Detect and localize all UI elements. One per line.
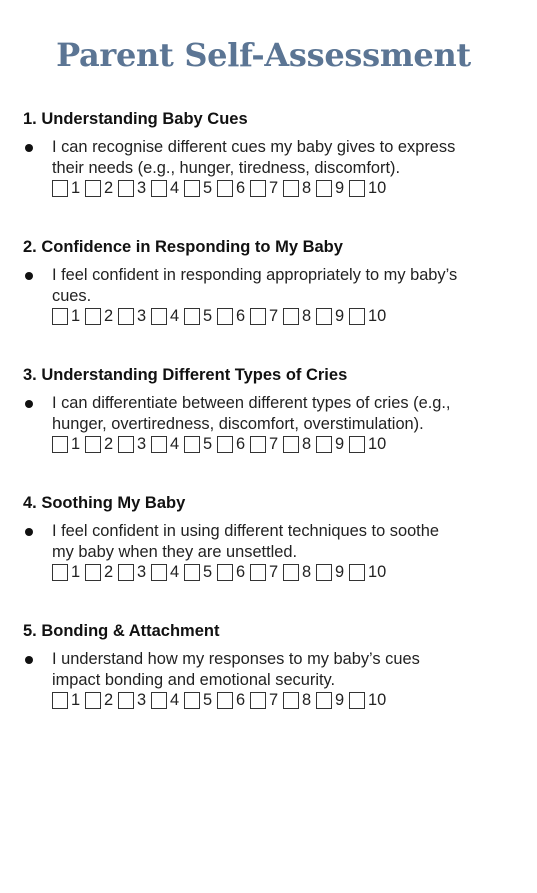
scale-number: 3	[137, 435, 147, 453]
scale-option-3[interactable]	[118, 435, 151, 454]
scale-option-7[interactable]	[250, 179, 283, 198]
scale-option-10[interactable]	[349, 307, 388, 326]
scale-number: 2	[104, 179, 114, 197]
scale-number: 7	[269, 691, 279, 709]
scale-option-6[interactable]	[217, 691, 250, 710]
scale-number: 4	[170, 691, 180, 709]
scale-number: 3	[137, 563, 147, 581]
scale-number: 1	[71, 691, 81, 709]
scale-option-10[interactable]	[349, 691, 388, 710]
scale-number: 10	[368, 691, 387, 709]
rating-checkbox[interactable]	[217, 180, 233, 197]
statement-line: I feel confident in using different techniques to soothe	[52, 522, 439, 540]
rating-checkbox[interactable]	[151, 564, 167, 581]
scale-option-6[interactable]	[217, 307, 250, 326]
scale-option-3[interactable]	[118, 563, 151, 582]
scale-number: 7	[269, 179, 279, 197]
scale-number: 9	[335, 179, 345, 197]
scale-option-5[interactable]	[184, 179, 217, 198]
scale-number: 4	[170, 435, 180, 453]
statement-line: I feel confident in responding appropriately to my baby’s	[52, 266, 458, 284]
rating-checkbox[interactable]	[217, 308, 233, 325]
scale-number: 2	[104, 563, 114, 581]
scale-option-3[interactable]	[118, 307, 151, 326]
page-title: Parent Self-Assessment	[56, 36, 471, 74]
rating-checkbox[interactable]	[250, 308, 266, 325]
scale-option-4[interactable]	[151, 563, 184, 582]
scale-number: 4	[170, 307, 180, 325]
scale-number: 6	[236, 435, 246, 453]
rating-checkbox[interactable]	[283, 308, 299, 325]
rating-checkbox[interactable]	[283, 564, 299, 581]
scale-option-1[interactable]	[52, 691, 85, 710]
bullet-icon	[25, 272, 33, 280]
scale-option-2[interactable]	[85, 179, 118, 198]
scale-option-10[interactable]	[349, 563, 388, 582]
scale-option-6[interactable]	[217, 563, 250, 582]
scale-option-7[interactable]	[250, 435, 283, 454]
statement-text	[52, 649, 518, 690]
scale-option-2[interactable]	[85, 563, 118, 582]
scale-number: 9	[335, 307, 345, 325]
scale-option-8[interactable]	[283, 307, 316, 326]
scale-number: 2	[104, 691, 114, 709]
rating-scale	[52, 690, 518, 711]
rating-checkbox[interactable]	[151, 180, 167, 197]
rating-checkbox[interactable]	[85, 692, 101, 709]
scale-number: 1	[71, 563, 81, 581]
assessment-item	[23, 521, 518, 583]
scale-option-3[interactable]	[118, 691, 151, 710]
scale-option-7[interactable]	[250, 307, 283, 326]
rating-checkbox[interactable]	[316, 180, 332, 197]
scale-option-9[interactable]	[316, 307, 349, 326]
scale-option-1[interactable]	[52, 435, 85, 454]
bullet-icon	[25, 144, 33, 152]
rating-checkbox[interactable]	[316, 564, 332, 581]
scale-number: 10	[368, 435, 387, 453]
section-soothing-baby	[23, 493, 518, 583]
scale-number: 4	[170, 179, 180, 197]
rating-checkbox[interactable]	[316, 308, 332, 325]
scale-option-4[interactable]	[151, 435, 184, 454]
rating-checkbox[interactable]	[283, 436, 299, 453]
assessment-item	[23, 649, 518, 711]
rating-checkbox[interactable]	[52, 180, 68, 197]
scale-number: 4	[170, 563, 180, 581]
scale-number: 5	[203, 563, 213, 581]
rating-checkbox[interactable]	[85, 436, 101, 453]
statement-text	[52, 393, 518, 434]
rating-scale	[52, 306, 518, 327]
rating-checkbox[interactable]	[52, 308, 68, 325]
scale-number: 2	[104, 435, 114, 453]
scale-number: 9	[335, 435, 345, 453]
scale-option-5[interactable]	[184, 435, 217, 454]
scale-number: 8	[302, 307, 312, 325]
statement-text	[52, 265, 518, 306]
scale-option-6[interactable]	[217, 435, 250, 454]
statement-text	[52, 521, 518, 562]
rating-checkbox[interactable]	[250, 692, 266, 709]
rating-checkbox[interactable]	[85, 308, 101, 325]
rating-checkbox[interactable]	[349, 436, 365, 453]
rating-checkbox[interactable]	[283, 692, 299, 709]
scale-option-9[interactable]	[316, 563, 349, 582]
scale-number: 1	[71, 179, 81, 197]
statement-line: I can recognise different cues my baby gives to express	[52, 138, 456, 156]
rating-checkbox[interactable]	[151, 692, 167, 709]
scale-option-9[interactable]	[316, 435, 349, 454]
scale-number: 7	[269, 307, 279, 325]
scale-option-7[interactable]	[250, 563, 283, 582]
scale-option-1[interactable]	[52, 563, 85, 582]
assessment-item	[23, 265, 518, 327]
scale-option-1[interactable]	[52, 179, 85, 198]
section-heading: 3. Understanding Different Types of Cries	[23, 366, 348, 384]
rating-checkbox[interactable]	[85, 564, 101, 581]
rating-checkbox[interactable]	[250, 436, 266, 453]
scale-number: 5	[203, 691, 213, 709]
scale-number: 6	[236, 307, 246, 325]
scale-number: 10	[368, 179, 387, 197]
scale-option-1[interactable]	[52, 307, 85, 326]
scale-option-2[interactable]	[85, 307, 118, 326]
scale-number: 10	[368, 563, 387, 581]
rating-checkbox[interactable]	[316, 436, 332, 453]
rating-checkbox[interactable]	[349, 308, 365, 325]
scale-number: 7	[269, 435, 279, 453]
rating-checkbox[interactable]	[52, 692, 68, 709]
rating-checkbox[interactable]	[184, 564, 200, 581]
rating-checkbox[interactable]	[118, 564, 134, 581]
scale-option-10[interactable]	[349, 179, 388, 198]
section-types-of-cries	[23, 365, 518, 455]
scale-option-2[interactable]	[85, 691, 118, 710]
statement-line: I understand how my responses to my baby’s cues	[52, 650, 420, 668]
rating-checkbox[interactable]	[184, 308, 200, 325]
section-heading: 5. Bonding & Attachment	[23, 622, 220, 640]
rating-checkbox[interactable]	[118, 180, 134, 197]
section-confidence-responding	[23, 237, 518, 327]
scale-option-4[interactable]	[151, 307, 184, 326]
scale-option-8[interactable]	[283, 691, 316, 710]
scale-option-5[interactable]	[184, 563, 217, 582]
rating-checkbox[interactable]	[316, 692, 332, 709]
scale-option-5[interactable]	[184, 691, 217, 710]
scale-number: 8	[302, 435, 312, 453]
rating-checkbox[interactable]	[151, 308, 167, 325]
rating-checkbox[interactable]	[217, 564, 233, 581]
scale-number: 10	[368, 307, 387, 325]
scale-option-7[interactable]	[250, 691, 283, 710]
section-heading: 1. Understanding Baby Cues	[23, 110, 248, 128]
scale-number: 8	[302, 179, 312, 197]
rating-checkbox[interactable]	[349, 180, 365, 197]
scale-option-3[interactable]	[118, 179, 151, 198]
scale-option-9[interactable]	[316, 179, 349, 198]
scale-number: 8	[302, 563, 312, 581]
statement-line: their needs (e.g., hunger, tiredness, discomfort).	[52, 158, 401, 177]
bullet-icon	[25, 656, 33, 664]
scale-number: 3	[137, 691, 147, 709]
rating-checkbox[interactable]	[118, 308, 134, 325]
rating-checkbox[interactable]	[349, 564, 365, 581]
section-understanding-baby-cues	[23, 109, 518, 199]
rating-checkbox[interactable]	[217, 692, 233, 709]
scale-number: 1	[71, 435, 81, 453]
scale-number: 9	[335, 691, 345, 709]
statement-line: impact bonding and emotional security.	[52, 670, 336, 689]
scale-option-8[interactable]	[283, 179, 316, 198]
scale-option-8[interactable]	[283, 435, 316, 454]
scale-number: 7	[269, 563, 279, 581]
section-heading: 4. Soothing My Baby	[23, 494, 186, 512]
rating-checkbox[interactable]	[184, 692, 200, 709]
rating-checkbox[interactable]	[217, 436, 233, 453]
scale-number: 5	[203, 179, 213, 197]
rating-checkbox[interactable]	[118, 436, 134, 453]
rating-checkbox[interactable]	[250, 564, 266, 581]
statement-line: hunger, overtiredness, discomfort, overstimulation).	[52, 414, 424, 433]
rating-checkbox[interactable]	[250, 180, 266, 197]
rating-checkbox[interactable]	[52, 564, 68, 581]
bullet-icon	[25, 400, 33, 408]
rating-scale	[52, 178, 518, 199]
scale-option-10[interactable]	[349, 435, 388, 454]
scale-number: 3	[137, 307, 147, 325]
section-heading: 2. Confidence in Responding to My Baby	[23, 238, 343, 256]
scale-option-9[interactable]	[316, 691, 349, 710]
scale-number: 5	[203, 307, 213, 325]
scale-number: 8	[302, 691, 312, 709]
scale-option-6[interactable]	[217, 179, 250, 198]
scale-option-4[interactable]	[151, 691, 184, 710]
scale-number: 5	[203, 435, 213, 453]
rating-scale	[52, 562, 518, 583]
assessment-item	[23, 393, 518, 455]
scale-number: 1	[71, 307, 81, 325]
statement-line: I can differentiate between different types of cries (e.g.,	[52, 394, 451, 412]
rating-checkbox[interactable]	[349, 692, 365, 709]
rating-checkbox[interactable]	[184, 180, 200, 197]
scale-number: 6	[236, 691, 246, 709]
scale-option-8[interactable]	[283, 563, 316, 582]
rating-checkbox[interactable]	[184, 436, 200, 453]
scale-option-4[interactable]	[151, 179, 184, 198]
scale-option-5[interactable]	[184, 307, 217, 326]
scale-number: 6	[236, 179, 246, 197]
rating-scale	[52, 434, 518, 455]
scale-option-2[interactable]	[85, 435, 118, 454]
statement-line: cues.	[52, 286, 92, 305]
bullet-icon	[25, 528, 33, 536]
statement-line: my baby when they are unsettled.	[52, 542, 298, 561]
scale-number: 3	[137, 179, 147, 197]
statement-text	[52, 137, 518, 178]
rating-checkbox[interactable]	[118, 692, 134, 709]
section-bonding-attachment	[23, 621, 518, 711]
scale-number: 6	[236, 563, 246, 581]
rating-checkbox[interactable]	[52, 436, 68, 453]
scale-number: 2	[104, 307, 114, 325]
scale-number: 9	[335, 563, 345, 581]
rating-checkbox[interactable]	[151, 436, 167, 453]
assessment-item	[23, 137, 518, 199]
rating-checkbox[interactable]	[283, 180, 299, 197]
rating-checkbox[interactable]	[85, 180, 101, 197]
